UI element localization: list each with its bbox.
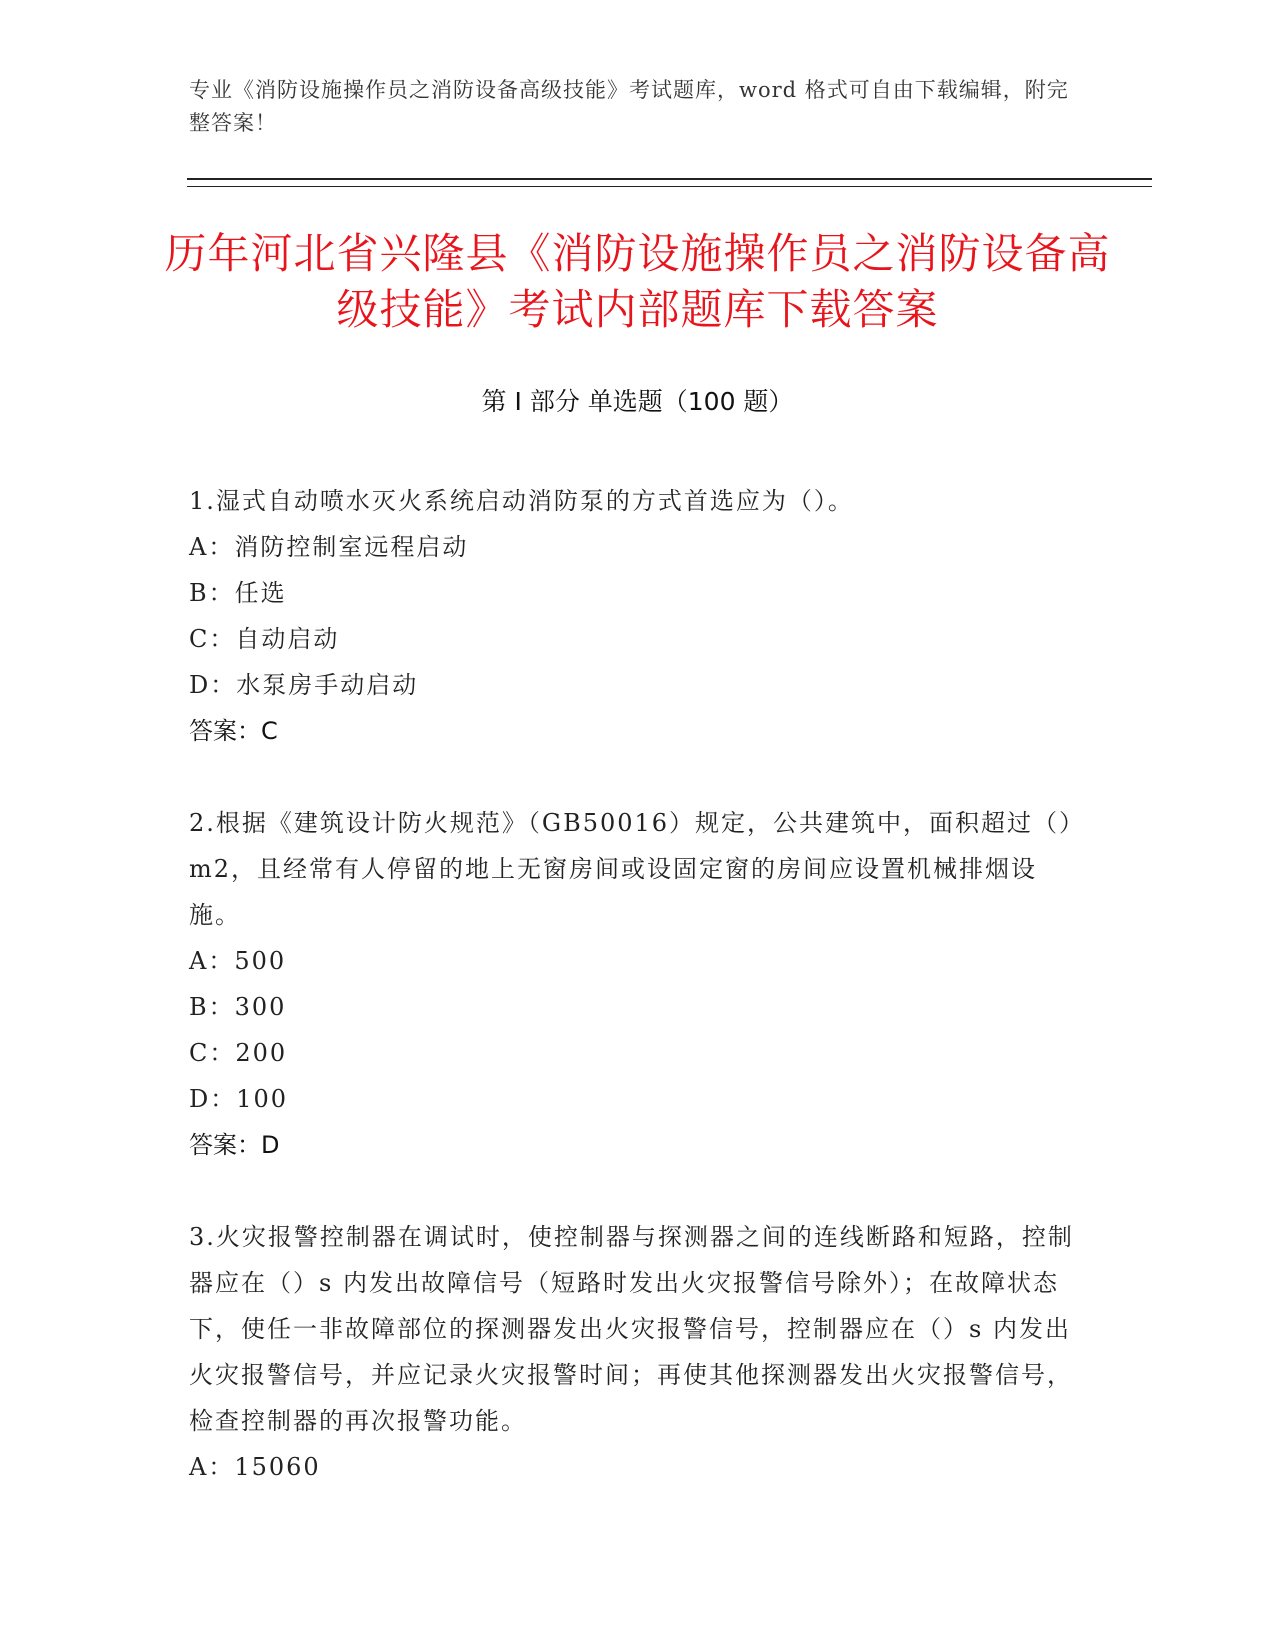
question-stem: 3.火灾报警控制器在调试时，使控制器与探测器之间的连线断路和短路，控制器应在（）s 内发出故障信号（短路时发出火灾报警信号除外）；在故障状态下，使任一非故障部位的探测器发出火灾报警信号，控制器应在（）s 内发出火灾报警信号，并应记录火灾报警时间；再使其他探测器发出火灾报警信号，检查控制器的再次报警功能。 — [189, 1223, 1074, 1435]
question-stem: 2.根据《建筑设计防火规范》（GB50016）规定，公共建筑中，面积超过（）m2，且经常有人停留的地上无窗房间或设固定窗的房间应设置机械排烟设施。 — [189, 809, 1086, 929]
option-a: A：500 — [189, 947, 287, 975]
question-stem: 1.湿式自动喷水灭火系统启动消防泵的方式首选应为（）。 — [189, 487, 854, 515]
option-a: A：消防控制室远程启动 — [189, 533, 469, 561]
answer-line: 答案：C — [189, 717, 278, 745]
question-3 — [189, 1214, 1089, 1490]
question-1 — [189, 478, 1089, 754]
option-a: A：15060 — [189, 1453, 321, 1481]
option-d: D：水泵房手动启动 — [189, 671, 419, 699]
question-list — [189, 478, 1089, 1536]
question-2 — [189, 800, 1089, 1168]
header-rule-thin — [187, 186, 1152, 187]
document-title: 历年河北省兴隆县《消防设施操作员之消防设备高级技能》考试内部题库下载答案 — [164, 229, 1111, 334]
option-d: D：100 — [189, 1085, 289, 1113]
header-rule-thick — [187, 178, 1152, 180]
header-note: 专业《消防设施操作员之消防设备高级技能》考试题库，word 格式可自由下载编辑，附完整答案！ — [189, 78, 1069, 135]
option-c: C：自动启动 — [189, 625, 340, 653]
option-b: B：300 — [189, 993, 287, 1021]
answer-line: 答案：D — [189, 1131, 280, 1159]
option-c: C：200 — [189, 1039, 288, 1067]
option-b: B：任选 — [189, 579, 287, 607]
section-heading: 第 I 部分 单选题（100 题） — [481, 387, 794, 416]
